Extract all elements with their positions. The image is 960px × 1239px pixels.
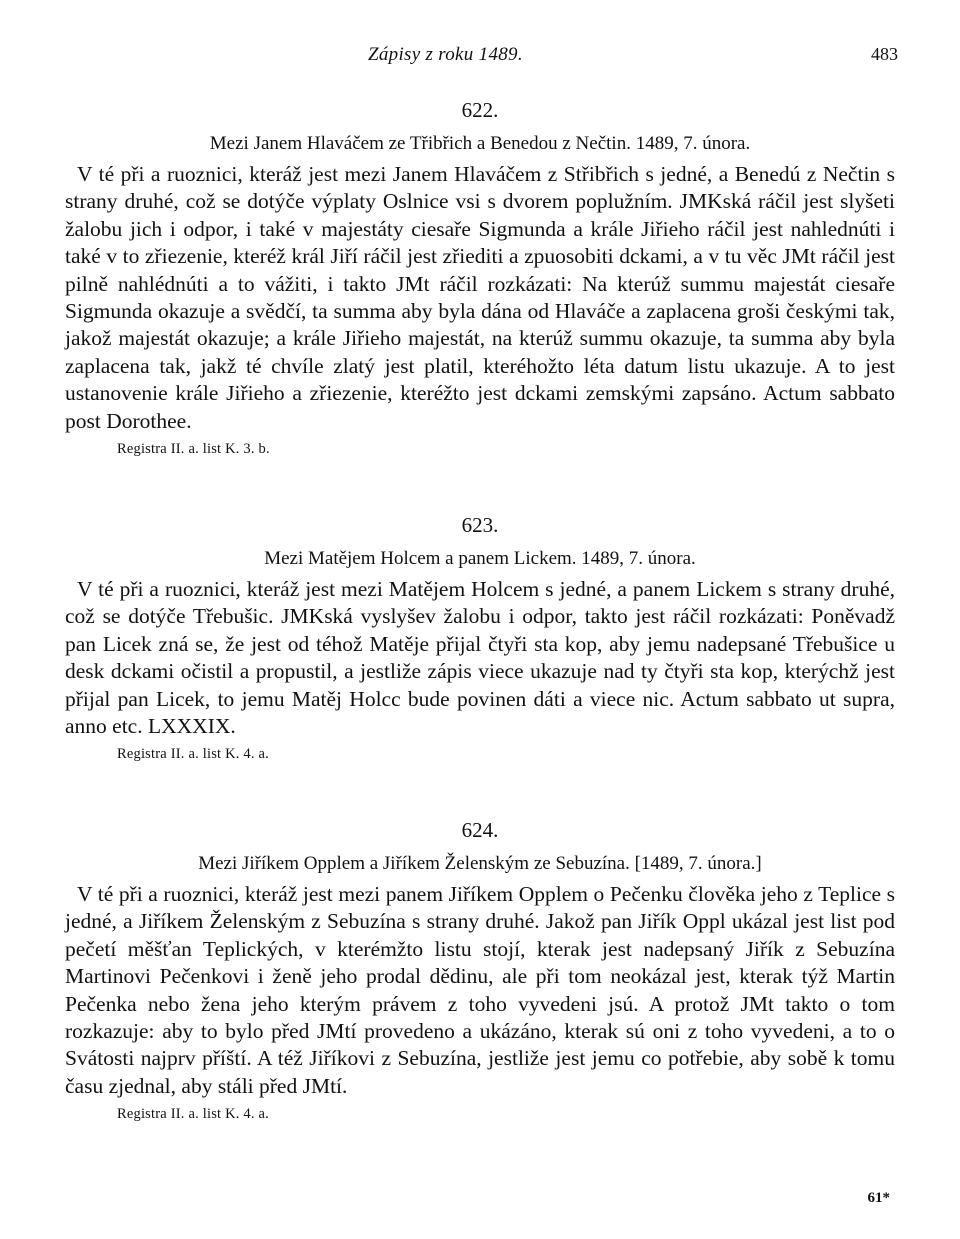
entry-heading: Mezi Matějem Holcem a panem Lickem. 1489, 7. února. (264, 548, 696, 569)
entry-number: 624. (461, 818, 499, 842)
running-title: Zápisy z roku 1489. (368, 44, 523, 65)
entry-body: V té při a ruoznici, kteráž jest mezi Matějem Holcem s jedné, a panem Lickem s strany druhé, což se dotýče Třebušic. JMKská vyslyšev žalobu i odpor, takto jest ráčil rozkázati: Poněvadž pan Licek zná se, že jest od téhož Matěje přijal čtyři sta kop, aby jemu nadepsané Třebušice u desk dckami očistil a propustil, a jestliže zápis viece ukazuje nad ty čtyři sta kop, kterýchž jest přijal pan Licek, to jemu Matěj Holcc bude povinen dáti a viece nic. Actum sabbato ut supra, anno etc. LXXXIX. (65, 577, 895, 739)
entry-number: 622. (461, 98, 499, 122)
signature-mark: 61* (867, 1190, 890, 1206)
entry-source-reference: Registra II. a. list K. 3. b. (117, 441, 270, 458)
entry-624 (65, 818, 895, 1123)
entry-body: V té při a ruoznici, kteráž jest mezi Janem Hlaváčem z Střibřich s jedné, a Benedú z Nečtin s strany druhé, což se dotýče výplaty Oslnice vsi s dvorem poplužním. JMKská ráčil jest slyšeti žalobu jich i odpor, i také v majestáty ciesaře Sigmunda a krále Jiřieho ráčil jest nahlednúti i také v to zřiezenie, kteréž král Jiří ráčil jest zřiediti a zpuosobiti dckami, a v tu věc JMt ráčil jest pilně nahlédnúti a to vážiti, i takto JMt ráčil rozkázati: Na kterúž summu majestát ciesaře Sigmunda okazuje a svědčí, ta summa aby byla dána od Hlaváče a zaplacena groši českými tak, jakož majestát okazuje; a krále Jiřieho majestát, na kterúž summu okazuje, ta summa aby byla zaplacena tak, jakž té chvíle zlatý jest platil, kteréhožto léta datum listu ukazuje. A to jest ustanovenie krále Jiřieho a zřiezenie, kteréžto jest dckami zemskými zapsáno. Actum sabbato post Dorothee. (65, 162, 895, 433)
entry-623 (65, 513, 895, 763)
page-number: 483 (871, 44, 898, 64)
entry-number: 623. (461, 513, 499, 537)
entry-heading: Mezi Janem Hlaváčem ze Třibřich a Benedou z Nečtin. 1489, 7. února. (209, 133, 751, 154)
entry-heading: Mezi Jiříkem Opplem a Jiříkem Želenským ze Sebuzína. [1489, 7. února.] (198, 853, 762, 874)
entry-622 (65, 98, 895, 458)
entry-body: V té při a ruoznici, kteráž jest mezi panem Jiříkem Opplem o Pečenku člověka jeho z Teplice s jedné, a Jiříkem Želenským z Sebuzína s strany druhé. Jakož pan Jiřík Oppl ukázal jest list pod pečetí měšťan Teplických, v kterémžto listu stojí, kterak jest nadepsaný Jiřík z Sebuzína Martinovi Pečenkovi i ženě jeho prodal dědinu, ale při tom neokázal jest, kterak týž Martin Pečenka nebo žena jeho kterým právem z toho vyvedeni jsú. A protož JMt takto o tom rozkazuje: aby to bylo před JMtí provedeno a ukázáno, kterak sú oni z toho vyvedeni, a to o Svátosti najprv příští. A též Jiříkovi z Sebuzína, jestliže jest jemu co potřebie, aby sobě k tomu času zjednal, aby stáli před JMtí. (65, 882, 895, 1098)
entry-source-reference: Registra II. a. list K. 4. a. (117, 746, 269, 763)
entry-source-reference: Registra II. a. list K. 4. a. (117, 1106, 269, 1123)
